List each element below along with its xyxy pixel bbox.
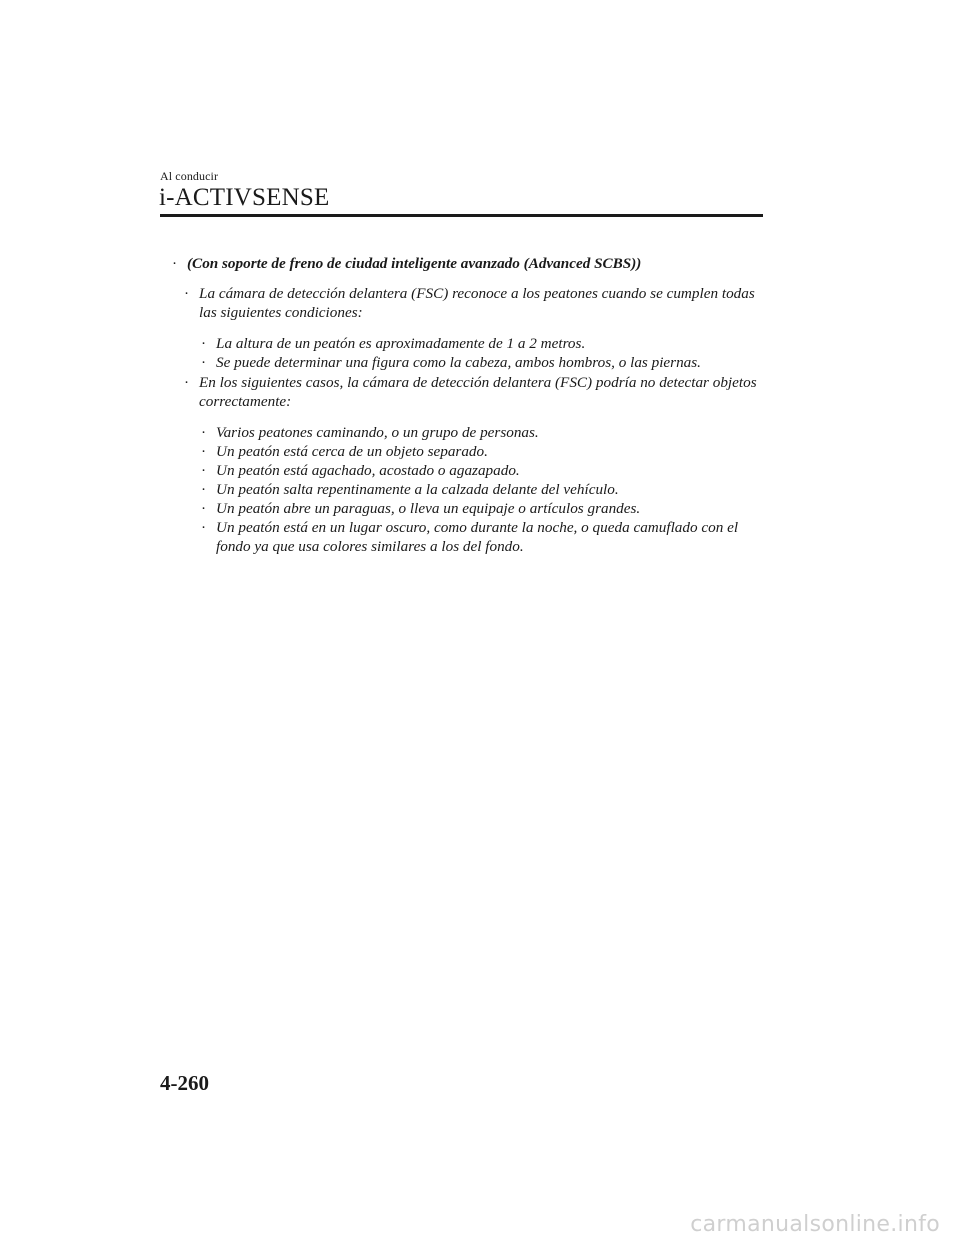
list-item-heading xyxy=(172,254,772,273)
block1-sublist xyxy=(172,334,772,372)
bullet-icon: · xyxy=(184,285,190,302)
list-item xyxy=(201,480,772,499)
bullet-icon: · xyxy=(201,335,207,352)
bullet-icon: · xyxy=(201,424,207,441)
list-item xyxy=(201,423,772,442)
list-item xyxy=(201,442,772,461)
block2-text: En los siguientes casos, la cámara de detección delantera (FSC) podría no detectar objetos correctamente: xyxy=(199,374,757,410)
list-item xyxy=(201,499,772,518)
list-item-text: Un peatón salta repentinamente a la calzada delante del vehículo. xyxy=(216,481,619,498)
watermark: carmanualsonline.info xyxy=(690,1212,940,1237)
list-item-text: Varios peatones caminando, o un grupo de personas. xyxy=(216,424,539,441)
list-item-text: Un peatón abre un paraguas, o lleva un equipaje o artículos grandes. xyxy=(216,500,641,517)
title-divider xyxy=(160,214,763,217)
block2-sublist xyxy=(172,423,772,556)
bullet-icon: · xyxy=(201,500,207,517)
list-item-block2 xyxy=(184,373,772,411)
page-title: i-ACTIVSENSE xyxy=(159,184,330,211)
list-item-text: Un peatón está agachado, acostado o agazapado. xyxy=(216,462,520,479)
list-item-text: Se puede determinar una figura como la cabeza, ambos hombros, o las piernas. xyxy=(216,354,701,371)
list-item xyxy=(201,353,772,372)
page-number: 4-260 xyxy=(160,1071,209,1095)
bullet-icon: · xyxy=(201,519,207,536)
list-item xyxy=(201,334,772,353)
list-item-block1 xyxy=(184,284,772,322)
list-item xyxy=(201,461,772,480)
heading-text: (Con soporte de freno de ciudad inteligente avanzado (Advanced SCBS)) xyxy=(187,255,642,272)
list-item-text: Un peatón está cerca de un objeto separado. xyxy=(216,443,488,460)
bullet-icon: · xyxy=(184,374,190,391)
list-item xyxy=(201,518,772,556)
section-label: Al conducir xyxy=(160,169,219,183)
bullet-icon: · xyxy=(201,481,207,498)
bullet-icon: · xyxy=(201,462,207,479)
bullet-icon: · xyxy=(172,255,178,272)
bullet-icon: · xyxy=(201,443,207,460)
list-item-text: La altura de un peatón es aproximadamente de 1 a 2 metros. xyxy=(216,335,586,352)
bullet-icon: · xyxy=(201,354,207,371)
block1-text: La cámara de detección delantera (FSC) reconoce a los peatones cuando se cumplen todas las siguientes condiciones: xyxy=(199,285,755,321)
document-body xyxy=(172,254,772,556)
list-item-text: Un peatón está en un lugar oscuro, como durante la noche, o queda camuflado con el fondo ya que usa colores similares a los del fondo. xyxy=(216,519,739,555)
